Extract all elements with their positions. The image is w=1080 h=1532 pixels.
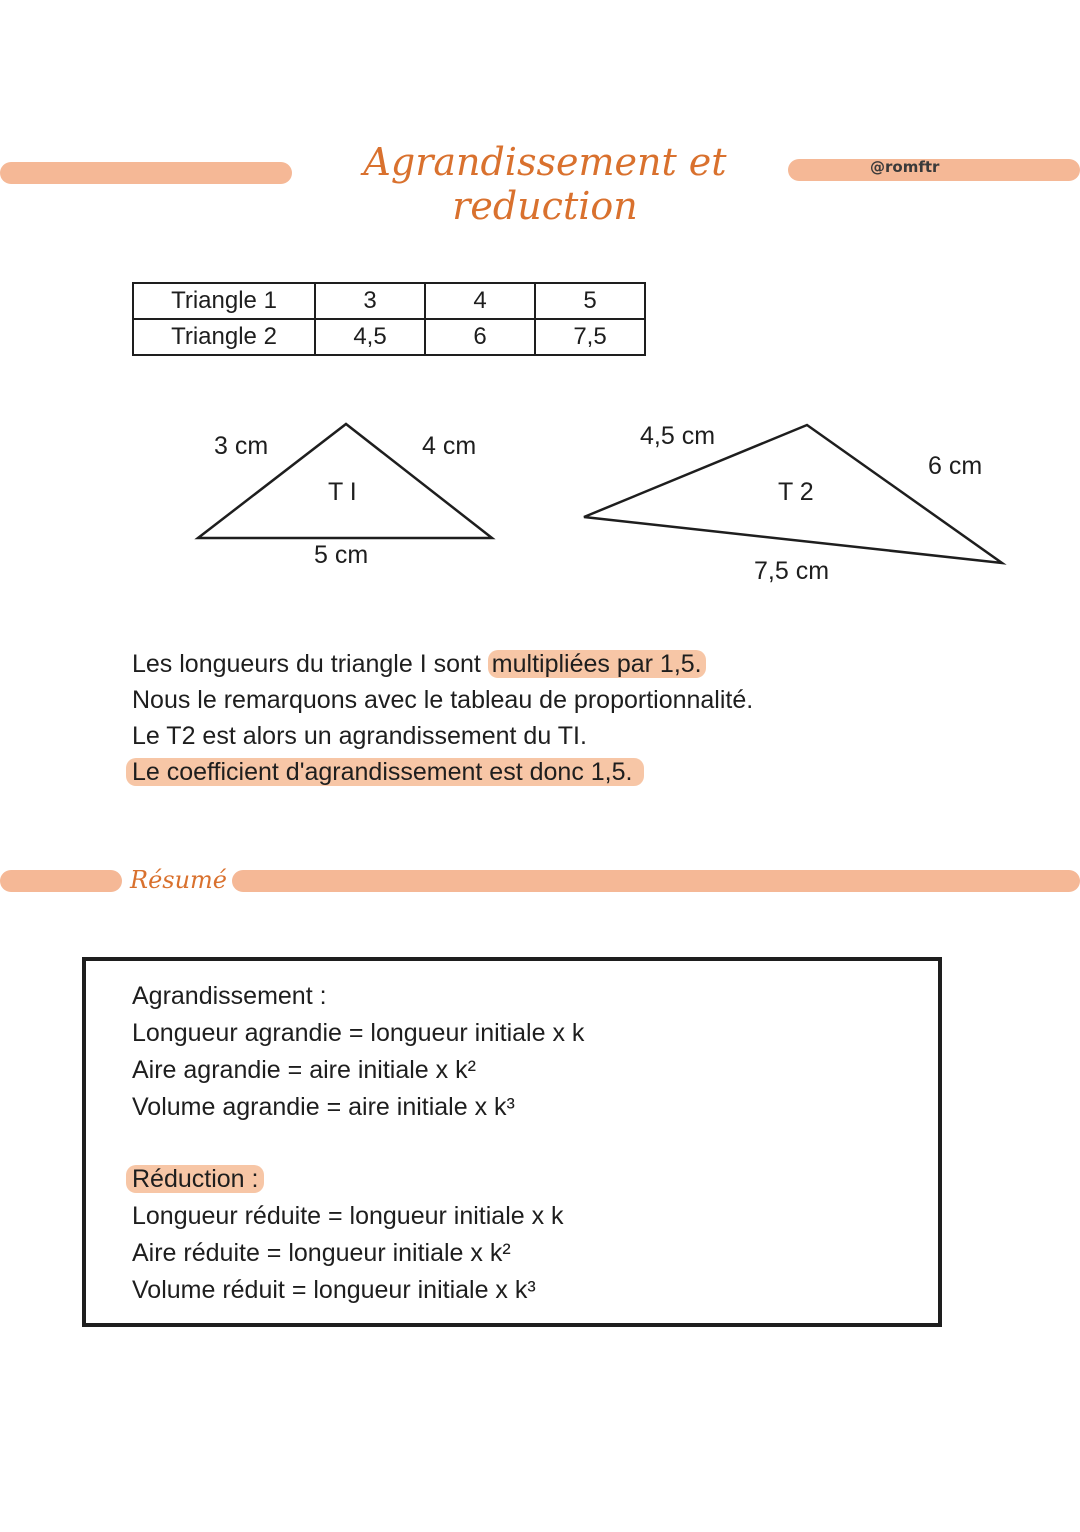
summary-title: Résumé	[130, 866, 228, 894]
table-cell: 5	[535, 283, 645, 319]
formula-line: Volume réduit = longueur initiale x k³	[132, 1276, 536, 1304]
author-handle: @romftr	[870, 158, 940, 176]
table-cell: 6	[425, 319, 535, 355]
explanation-line	[132, 754, 753, 790]
reduction-heading: Réduction :	[126, 1165, 264, 1193]
page-title: Agrandissement et reduction	[363, 140, 727, 228]
highlight: Le coefficient d'agrandissement est donc 1,5.	[126, 758, 644, 786]
explanation-line: Le T2 est alors un agrandissement du TI.	[132, 722, 587, 750]
formula-line: Volume agrandie = aire initiale x k³	[132, 1093, 515, 1121]
highlight: multipliées par 1,5.	[488, 650, 706, 678]
enlargement-heading: Agrandissement :	[132, 982, 327, 1010]
t2-side-right-label: 6 cm	[928, 452, 983, 480]
enlargement-block	[132, 978, 584, 1126]
reduction-block	[132, 1161, 564, 1309]
summary-bar-right	[232, 870, 1080, 892]
t2-name-label: T 2	[778, 478, 814, 506]
table-cell: 7,5	[535, 319, 645, 355]
summary-bar-left	[0, 870, 122, 892]
explanation-line	[132, 646, 753, 682]
explanation-line: Nous le remarquons avec le tableau de proportionnalité.	[132, 686, 754, 714]
table-cell: 3	[315, 283, 425, 319]
formula-line: Aire réduite = longueur initiale x k²	[132, 1239, 511, 1267]
explanation-paragraph	[132, 646, 753, 790]
formula-line: Aire agrandie = aire initiale x k²	[132, 1056, 476, 1084]
table-cell: Triangle 1	[133, 283, 315, 319]
t2-side-top-label: 4,5 cm	[640, 422, 716, 450]
t1-side-right-label: 4 cm	[422, 432, 477, 460]
table-cell: Triangle 2	[133, 319, 315, 355]
table-cell: 4	[425, 283, 535, 319]
t2-side-bottom-label: 7,5 cm	[754, 557, 830, 585]
t1-name-label: T I	[328, 478, 357, 506]
t1-side-left-label: 3 cm	[214, 432, 269, 460]
triangles-figure	[0, 0, 1080, 620]
t1-side-bottom-label: 5 cm	[314, 541, 369, 569]
explanation-text: Les longueurs du triangle I sont	[132, 650, 488, 678]
formula-line: Longueur agrandie = longueur initiale x k	[132, 1019, 585, 1047]
formula-line: Longueur réduite = longueur initiale x k	[132, 1202, 564, 1230]
table-cell: 4,5	[315, 319, 425, 355]
